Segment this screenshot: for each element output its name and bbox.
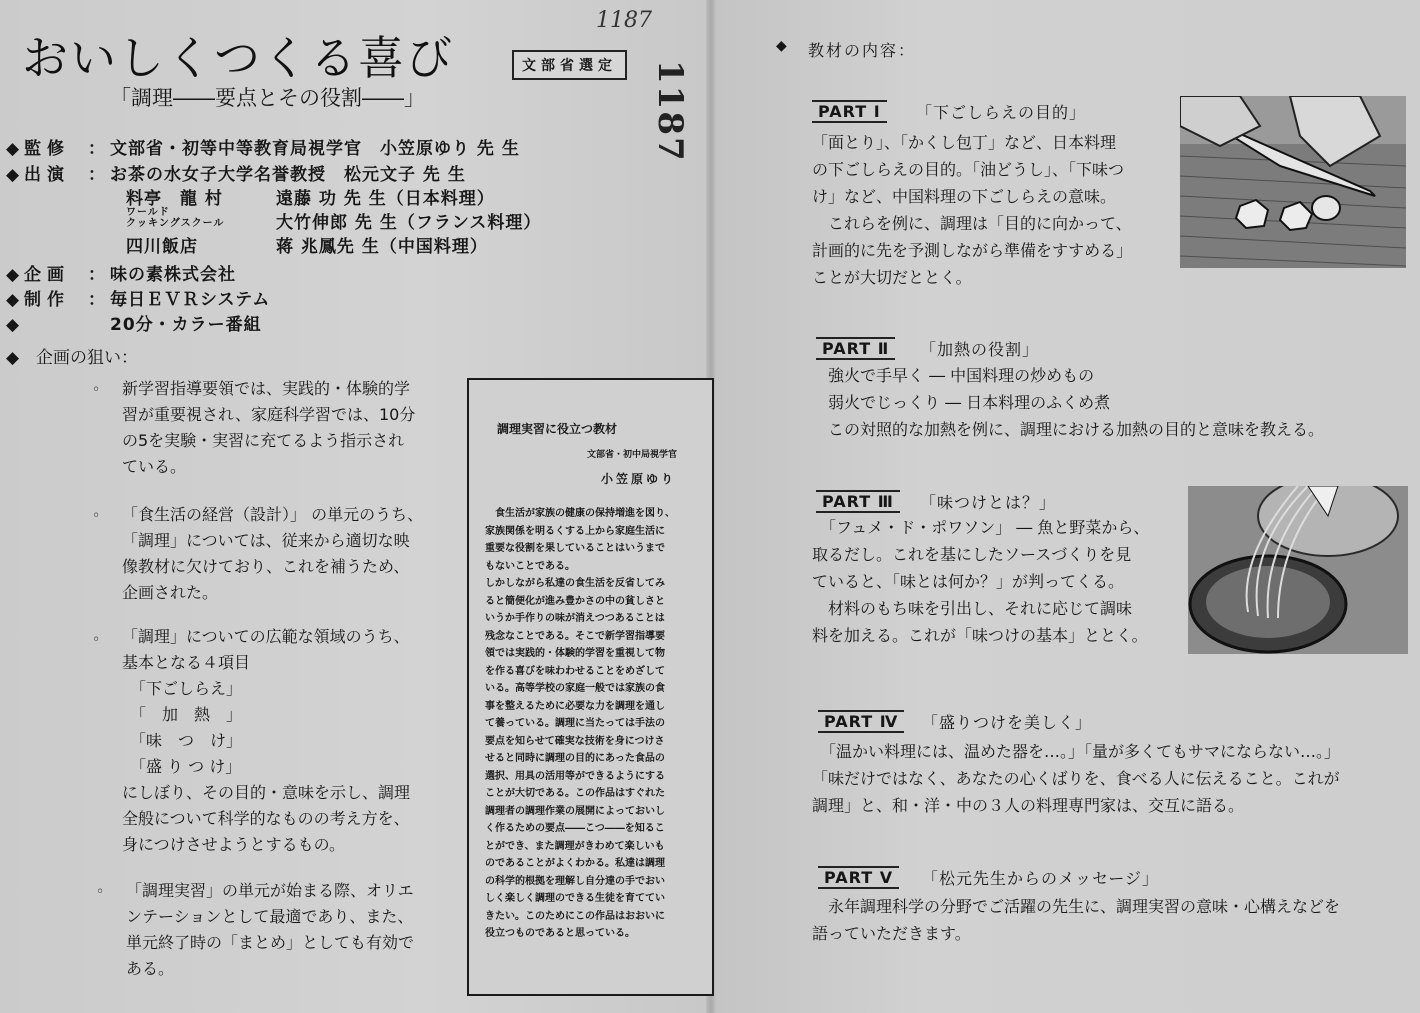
- ministry-selection-badge: 文部省選定: [512, 50, 627, 80]
- part-text: 「温かい料理には、温めた器を…。」「量が多くてもサマにならない…。」 「味だけではなく、あなたの心くばりを、食べる人に伝えること。これが 調理」と、和・洋・中の３人の料理専門家は、交互に語る。: [812, 742, 1341, 815]
- circle-bullet-icon: ◦: [92, 632, 101, 648]
- credit-planning: ◆ 企画 ： 味の素株式会社: [6, 260, 236, 285]
- aims-heading: ◆ 企画の狙い：: [6, 348, 138, 368]
- article-author-name: 小笠原ゆり: [601, 472, 677, 486]
- credit-supervision: ◆ 監修 ： 文部省・初等中等教育局視学官 小笠原ゆり 先 生: [6, 134, 520, 159]
- credit-label: 制作: [24, 290, 70, 310]
- diamond-bullet-icon: ◆: [6, 139, 20, 159]
- part-text: 「フュメ・ド・ポワソン」 ― 魚と野菜から、 取るだし。これを基にしたソースづくりを見 ていると、「味とは何か？」が判ってくる。 材料のもち味を引出し、それに応じて調味 料を加える。これが「味つけの基本」ととく。: [812, 518, 1150, 645]
- part-text: 永年調理科学の分野でご活躍の先生に、調理実習の意味・心構えなどを 語っていただきます。: [812, 897, 1341, 943]
- credit-value: 20分・カラー番組: [110, 315, 262, 335]
- part-title: 「下ごしらえの目的」: [916, 103, 1087, 122]
- credit-cast: ◆ 出演 ： お茶の水女子大学名誉教授 松元文子 先 生: [6, 160, 466, 185]
- cast-org: 四川飯店: [126, 237, 198, 257]
- part-label: PART Ⅲ: [816, 490, 900, 513]
- aim-item-1: 新学習指導要領では、実践的・体験的学 習が重要視され、家庭科学習では、10分 の5を実験・実習に充てるよう指示され ている。: [122, 379, 416, 476]
- diamond-bullet-icon: ◆: [6, 348, 20, 368]
- credit-label: 監修: [24, 139, 70, 159]
- part-title: 「加熱の役割」: [920, 340, 1040, 359]
- handwritten-number-top: 1187: [596, 8, 652, 33]
- part-title: 「松元先生からのメッセージ」: [922, 869, 1160, 888]
- cast-name: 蒋 兆鳳先 生（中国料理）: [276, 237, 488, 257]
- credit-value: お茶の水女子大学名誉教授 松元文子 先 生: [110, 165, 466, 185]
- credit-label: 出演: [24, 165, 70, 185]
- circle-bullet-icon: ◦: [92, 508, 101, 524]
- handwritten-number-side: 1187: [650, 60, 690, 163]
- cast-name: 遠藤 功 先 生（日本料理）: [276, 189, 495, 209]
- diamond-bullet-icon: ◆: [6, 165, 20, 185]
- credit-value: 毎日ＥＶＲシステム: [110, 290, 271, 310]
- cast-name: 大竹伸郎 先 生（フランス料理）: [276, 213, 542, 233]
- part-title: 「味つけとは？」: [920, 493, 1057, 512]
- part-label: PART Ⅰ: [812, 100, 887, 123]
- article-author-affiliation: 文部省・初中局視学官: [587, 450, 678, 460]
- credit-value: 味の素株式会社: [110, 265, 236, 285]
- photo-knife-cutting: [1180, 96, 1406, 268]
- aim-item-4: 「調理実習」の単元が始まる際、オリエ ンテーションとして最適であり、また、 単元終了時の「まとめ」としても有効で ある。: [126, 881, 415, 978]
- cast-org: ワールド クッキングスクール: [126, 207, 225, 229]
- part-label: PART Ⅳ: [818, 710, 904, 733]
- part-title: 「盛りつけを美しく」: [922, 713, 1093, 732]
- diamond-bullet-icon: ◆: [6, 315, 20, 335]
- credit-value: 文部省・初等中等教育局視学官 小笠原ゆり 先 生: [110, 139, 520, 159]
- credit-label: 企画: [24, 265, 70, 285]
- credit-format: [6, 310, 262, 335]
- part-text: 強火で手早く ― 中国料理の炒めもの 弱火でじっくり ― 日本料理のふくめ煮 この対照的な加熱を例に、調理における加熱の目的と意味を教える。: [828, 366, 1325, 439]
- circle-bullet-icon: ◦: [92, 382, 101, 398]
- article-title: 調理実習に役立つ教材: [497, 422, 618, 436]
- diamond-bullet-icon: ◆: [776, 38, 787, 54]
- circle-bullet-icon: ◦: [96, 884, 105, 900]
- credit-production: ◆ 制作 ： 毎日ＥＶＲシステム: [6, 285, 270, 310]
- boxed-article: [467, 378, 714, 996]
- page-title: おいしくつくる喜び: [22, 31, 454, 85]
- article-body: 食生活が家族の健康の保持増進を図り、 家族関係を明るくする上から家庭生活に 重要な役割を果していることはいうまで もないことである。 しかしながら私達の食生活を反省してみ ると簡便化が進み豊かさの中の貧しさと いうか手作りの味が消えつつあることは 残念なことである。そこで新学習指導要 領では実践的・体験的学習を重視して物 を作る喜びを味わわせることをめざして いる。高等学校の家庭一般では家族の食 事を整えるために必要な力を調理を通し て養っている。調理に当たっては手法の 要点を知らせて確実な技術を身につけさ せると同時に調理の目的にあった食品の 選択、用具の活用等ができるようにする ことが大切である。この作品はすぐれた 調理者の調理作業の展開によっておいし く作るための要点――こつ――を知るこ とができ、また調理がきわめて楽しいも のであることがよくわかる。私達は調理 の科学的根拠を理解し自分達の手でおい しく楽しく調理のできる生徒を育ててい きたい。このためにこの作品はおおいに 役立つものであると思っている。: [485, 508, 675, 939]
- cast-org: 料亭 龍 村: [126, 189, 223, 209]
- photo-whisking-pot: [1188, 486, 1408, 654]
- aim-item-3: 「調理」についての広範な領域のうち、 基本となる４項目 「下ごしらえ」 「 加 熱 」 「味 つ け」 「盛 り つ け」 にしぼり、その目的・意味を示し、調理 全般について科学的なものの考え方を、 身につけさせようとするもの。: [122, 627, 411, 854]
- diamond-bullet-icon: ◆: [6, 265, 20, 285]
- diamond-bullet-icon: ◆: [6, 290, 20, 310]
- part-text: 「面とり」、「かくし包丁」など、日本料理 の下ごしらえの目的。「油どうし」、「下味つ け」など、中国料理の下ごしらえの意味。 これらを例に、調理は「目的に向かって、 計画的に先を予測しながら準備をすすめる」 ことが大切だととく。: [812, 133, 1133, 287]
- part-label: PART Ⅱ: [816, 337, 895, 360]
- contents-heading: 教材の内容：: [808, 41, 917, 60]
- aim-item-2: 「食生活の経営（設計）」 の単元のうち、 「調理」については、従来から適切な映 像教材に欠けており、これを補うため、 企画された。: [122, 505, 424, 602]
- part-label: PART Ⅴ: [818, 866, 899, 889]
- page-subtitle: 「調理――要点とその役割――」: [110, 86, 425, 110]
